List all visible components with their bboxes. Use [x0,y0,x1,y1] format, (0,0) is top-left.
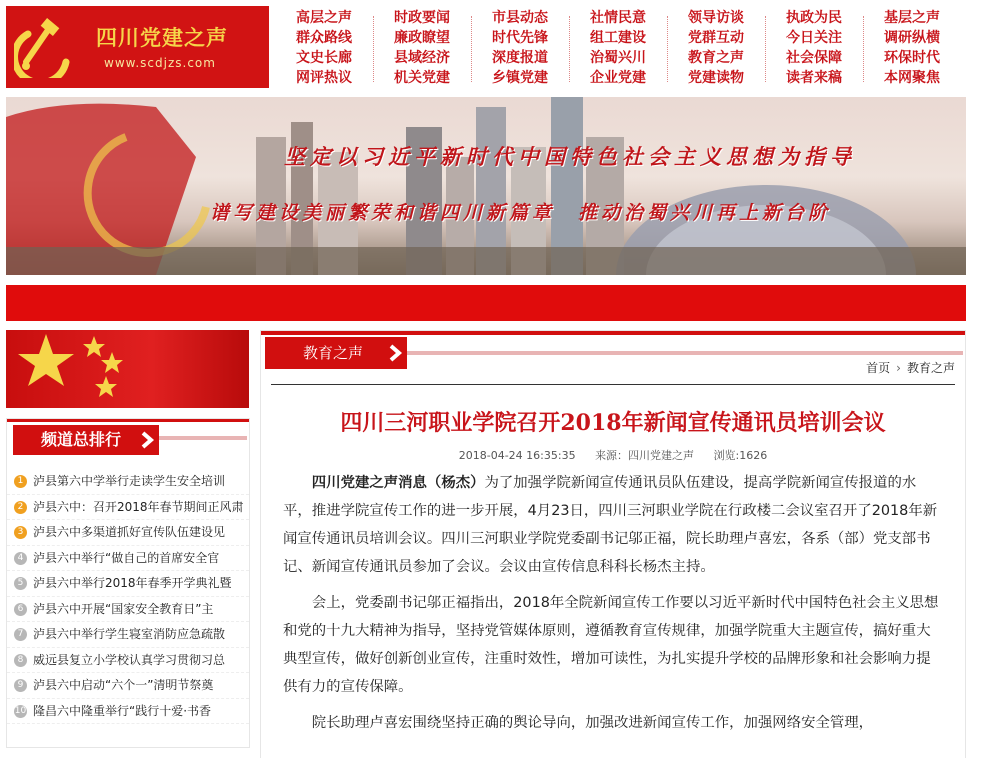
list-item[interactable] [7,673,249,699]
nav-link[interactable]: 社情民意 [590,10,646,26]
article-meta [261,447,965,463]
ranking-link[interactable]: 泸县六中多渠道抓好宣传队伍建设见 [33,525,226,539]
channel-ranking [6,418,250,748]
rank-number: 6 [14,603,27,616]
ranking-link[interactable]: 泸县第六中学举行走读学生安全培训 [33,474,226,488]
nav-link[interactable]: 基层之声 [884,10,940,26]
nav-column [766,8,862,88]
chevron-right-icon [385,343,405,363]
section-header-line [407,351,963,355]
rank-number: 4 [14,552,27,565]
article-paragraph: 院长助理卢喜宏围绕坚持正确的舆论导向，加强改进新闻宣传工作，加强网络安全管理， [311,715,874,731]
nav-link[interactable]: 党群互动 [688,30,744,46]
ranking-link[interactable]: 泸县六中举行2018年春季开学典礼暨 [33,576,232,590]
article-views: 浏览:1626 [713,449,768,462]
site-name: 四川党建之声 [96,26,228,50]
list-item[interactable] [7,622,249,648]
list-item[interactable] [7,648,249,674]
header-rule [271,384,955,385]
rank-number: 7 [14,628,27,641]
site-header [6,6,970,88]
banner-slogan-secondary: 谱写建设美丽繁荣和谐四川新篇章 推动治蜀兴川再上新台阶 [210,202,832,224]
ranking-link[interactable]: 泸县六中开展“国家安全教育日”主 [33,601,214,616]
chevron-right-icon: › [896,361,901,375]
list-item[interactable] [7,546,249,572]
nav-link[interactable]: 组工建设 [590,30,646,46]
main-nav [276,6,972,88]
article-body [283,469,943,745]
ranking-header [7,419,249,455]
rank-number: 3 [14,526,27,539]
section-tab[interactable] [265,337,407,369]
list-item[interactable] [7,495,249,521]
nav-column [472,8,568,88]
site-logo[interactable] [6,6,269,88]
nav-link[interactable]: 市县动态 [492,10,548,26]
nav-column [864,8,960,88]
ranking-header-line [159,436,247,440]
list-item[interactable] [7,597,249,623]
nav-link[interactable]: 时政要闻 [394,10,450,26]
nav-link[interactable]: 机关党建 [394,70,450,86]
section-title: 教育之声 [303,344,364,362]
list-item[interactable] [7,520,249,546]
flag-image [6,330,249,408]
ranking-link[interactable]: 泸县六中：召开2018年春节期间正风肃 [33,499,244,514]
nav-link[interactable]: 企业党建 [590,70,646,86]
chevron-right-icon [137,430,157,450]
ranking-link[interactable]: 泸县六中举行学生寝室消防应急疏散 [33,627,226,641]
nav-column [570,8,666,88]
nav-link[interactable]: 深度报道 [492,50,548,66]
section-header [261,331,965,369]
rank-number: 9 [14,679,27,692]
nav-link[interactable]: 群众路线 [296,30,352,46]
article-title: 四川三河职业学院召开2018年新闻宣传通讯员培训会议 [340,410,886,436]
article-paragraph [283,469,943,581]
breadcrumb [866,359,955,376]
rank-number: 5 [14,577,27,590]
nav-link[interactable]: 高层之声 [296,10,352,26]
breadcrumb-home[interactable]: 首页 [866,361,891,375]
ranking-list [7,469,249,724]
nav-link[interactable]: 调研纵横 [884,30,940,46]
site-url: www.scdjzs.com [104,56,216,70]
rank-number: 1 [14,475,27,488]
nav-link[interactable]: 时代先锋 [492,30,548,46]
ranking-link[interactable]: 隆昌六中隆重举行“践行十爱·书香 [33,703,212,718]
nav-link[interactable]: 文史长廊 [296,50,352,66]
ranking-title: 频道总排行 [41,430,122,449]
nav-link[interactable]: 教育之声 [688,50,744,66]
nav-column [276,8,372,88]
nav-link[interactable]: 环保时代 [884,50,940,66]
banner-skyline-graphic [6,97,966,275]
star-flag-graphic [6,330,249,408]
article-lead: 四川党建之声消息（杨杰） [311,475,485,491]
nav-link[interactable]: 乡镇党建 [492,70,548,86]
ranking-link[interactable]: 泸县六中举行“做自己的首席安全官 [33,550,220,565]
nav-link[interactable]: 县域经济 [394,50,450,66]
nav-link[interactable]: 廉政瞭望 [394,30,450,46]
red-divider-bar [6,285,966,321]
rank-number: 8 [14,654,27,667]
hammer-sickle-icon [14,16,80,78]
list-item[interactable] [7,469,249,495]
breadcrumb-current[interactable]: 教育之声 [906,361,955,375]
nav-link[interactable]: 读者来稿 [786,70,842,86]
nav-link[interactable]: 今日关注 [786,30,842,46]
list-item[interactable] [7,571,249,597]
ranking-link[interactable]: 泸县六中启动“六个一”清明节祭奠 [33,678,214,692]
ranking-link[interactable]: 威远县复立小学校认真学习贯彻习总 [33,652,226,667]
nav-column [668,8,764,88]
nav-link[interactable]: 党建读物 [688,70,744,86]
nav-link[interactable]: 本网聚焦 [884,70,940,86]
nav-link[interactable]: 社会保障 [786,50,842,66]
rank-number: 10 [14,705,27,716]
paragraph-text: 为了加强学院新闻宣传通讯员队伍建设，提高学院新闻宣传报道的水平，推进学院宣传工作的进一步开展，4月23日，四川三河职业学院在行政楼二会议室召开了2018年新闻宣传通讯员培训会议。四川三河职业学院党委副书记邬正福，院长助理卢喜宏，各系（部）党支部书记、新闻宣传通讯员参加了会议。会议由宣传信息科科长杨杰主持。 [283,475,938,575]
rank-number: 2 [14,501,27,514]
nav-link[interactable]: 网评热议 [296,70,352,86]
nav-link[interactable]: 执政为民 [786,10,842,26]
ranking-tab [13,425,159,455]
nav-link[interactable]: 领导访谈 [688,10,744,26]
hero-banner [6,97,966,275]
article-date: 2018-04-24 16:35:35 [458,449,576,462]
nav-link[interactable]: 治蜀兴川 [590,50,646,66]
article-paragraph: 会上，党委副书记邬正福指出，2018年全院新闻宣传工作要以习近平新时代中国特色社会主义思想和党的十九大精神为指导，坚持党管媒体原则，遵循教育宣传规律，加强学院重大主题宣传，搞好重大典型宣传，做好创新创业宣传，注重时效性，增加可读性，为扎实提升学校的品牌形象和社会影响力提供有力的宣传保障。 [283,595,939,695]
article-panel [260,330,966,758]
article-source: 来源：四川党建之声 [595,449,695,462]
list-item[interactable] [7,699,249,725]
nav-column [374,8,470,88]
banner-slogan-primary: 坚定以习近平新时代中国特色社会主义思想为指导 [284,144,856,169]
